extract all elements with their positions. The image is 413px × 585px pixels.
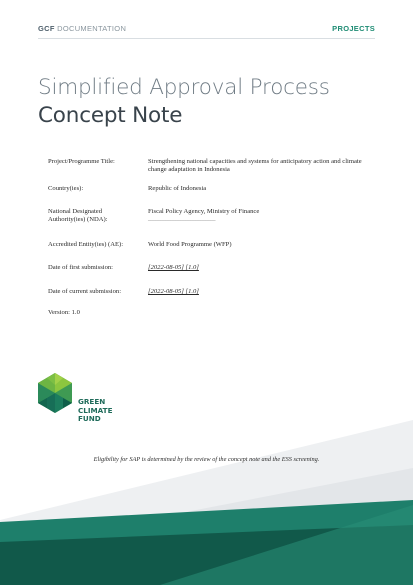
header-divider: [38, 38, 375, 39]
field-value[interactable]: [2022-08-05] [1.0]: [148, 288, 199, 295]
eligibility-note: Eligibility for SAP is determined by the review of the concept note and the ESS screening.: [93, 456, 320, 463]
wordmark-line-1: GREEN: [78, 397, 106, 406]
field-label: Date of first submission:: [48, 264, 114, 271]
wordmark-line-3: FUND: [78, 414, 101, 423]
field-label: National Designated Authority(ies) (NDA):: [48, 208, 108, 224]
field-label: Version: 1.0: [48, 309, 80, 316]
field-label: Accredited Entity(ies) (AE):: [48, 241, 124, 248]
field-label: Date of current submission:: [48, 288, 122, 295]
field-dashes: ___________________________: [148, 217, 216, 223]
brand-light: DOCUMENTATION: [57, 24, 127, 33]
field-value-wrap: [148, 208, 368, 225]
field-value[interactable]: [2022-08-05] [1.0]: [148, 264, 199, 271]
title-line-2: Concept Note: [38, 103, 183, 128]
field-value: Republic of Indonesia: [148, 185, 207, 192]
gcf-wordmark: [78, 398, 113, 424]
field-label: Project/Programme Title:: [48, 158, 115, 165]
field-value: Strengthening national capacities and systems for anticipatory action and climate change adaptation in Indonesia: [148, 158, 362, 174]
wordmark-line-2: CLIMATE: [78, 405, 113, 415]
field-value: Fiscal Policy Agency, Ministry of Finance: [148, 208, 260, 215]
brand-bold: GCF: [38, 24, 55, 33]
header-section: PROJECTS: [332, 24, 375, 33]
title-line-1: Simplified Approval Process: [38, 75, 330, 100]
field-value: World Food Programme (WFP): [148, 241, 232, 248]
field-label: Country(ies):: [48, 185, 84, 192]
header-brand: [38, 24, 126, 33]
